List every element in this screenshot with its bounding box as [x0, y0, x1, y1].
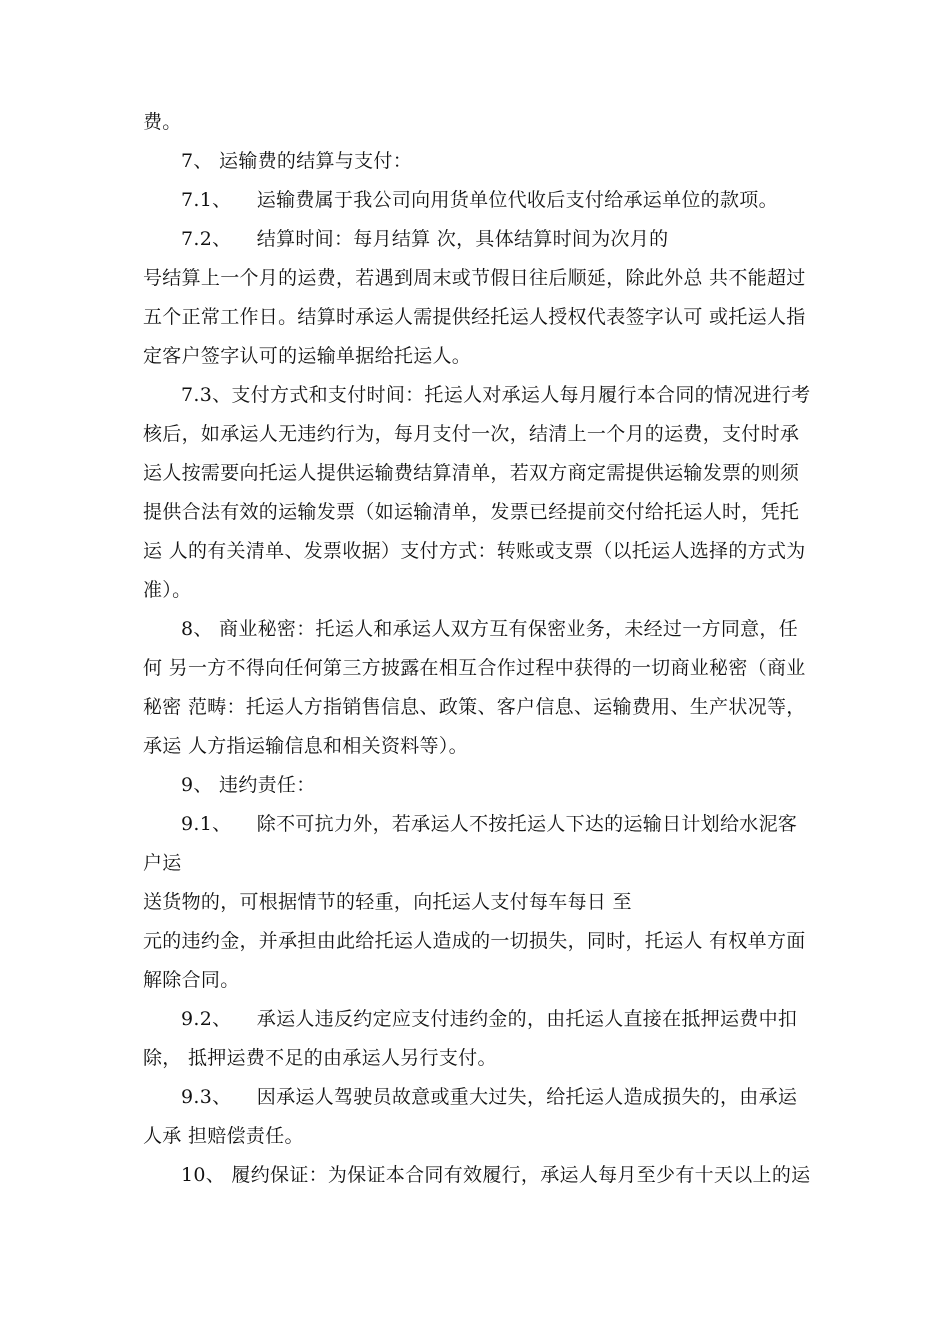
clause-line: 9.2、 承运人违反约定应支付违约金的，由托运人直接在抵押运费中扣	[181, 1008, 798, 1030]
text-line: 运人按需要向托运人提供运输费结算清单，若双方商定需提供运输发票的则须	[143, 462, 800, 484]
section-heading: 10、 履约保证：为保证本合同有效履行，承运人每月至少有十天以上的运	[181, 1164, 811, 1186]
text-line: 解除合同。	[143, 969, 240, 991]
text-line: 运 人的有关清单、发票收据）支付方式：转账或支票（以托运人选择的方式为	[143, 540, 806, 562]
clause-line: 9.3、 因承运人驾驶员故意或重大过失，给托运人造成损失的，由承运	[181, 1086, 798, 1108]
text-line: 定客户签字认可的运输单据给托运人。	[143, 345, 472, 367]
section-heading: 9、 违约责任：	[181, 774, 316, 796]
text-line: 人承 担赔偿责任。	[143, 1125, 304, 1147]
clause-line: 7.2、 结算时间：每月结算 次，具体结算时间为次月的	[181, 228, 669, 250]
text-line: 费。	[143, 111, 182, 133]
text-line: 提供合法有效的运输发票（如运输清单，发票已经提前交付给托运人时，凭托	[143, 501, 800, 523]
text-line: 除， 抵押运费不足的由承运人另行支付。	[143, 1047, 497, 1069]
clause-line: 7.3、支付方式和支付时间：托运人对承运人每月履行本合同的情况进行考	[181, 384, 811, 406]
text-line: 准）。	[143, 579, 192, 601]
clause-line: 9.1、 除不可抗力外，若承运人不按托运人下达的运输日计划给水泥客	[181, 813, 798, 835]
text-line: 户运	[143, 852, 182, 874]
text-line: 送货物的，可根据情节的轻重，向托运人支付每车每日 至	[143, 891, 632, 913]
text-line: 核后，如承运人无违约行为，每月支付一次，结清上一个月的运费，支付时承	[143, 423, 800, 445]
section-heading: 7、 运输费的结算与支付：	[181, 150, 413, 172]
text-line: 元的违约金，并承担由此给托运人造成的一切损失，同时，托运人 有权单方面	[143, 930, 806, 952]
clause-line: 7.1、 运输费属于我公司向用货单位代收后支付给承运单位的款项。	[181, 189, 778, 211]
text-line: 五个正常工作日。结算时承运人需提供经托运人授权代表签字认可 或托运人指	[143, 306, 806, 328]
text-line: 秘密 范畴：托运人方指销售信息、政策、客户信息、运输费用、生产状况等，	[143, 696, 806, 718]
text-line: 号结算上一个月的运费，若遇到周末或节假日往后顺延，除此外总 共不能超过	[143, 267, 806, 289]
text-line: 承运 人方指运输信息和相关资料等）。	[143, 735, 468, 757]
text-line: 何 另一方不得向任何第三方披露在相互合作过程中获得的一切商业秘密（商业	[143, 657, 806, 679]
section-heading: 8、 商业秘密：托运人和承运人双方互有保密业务，未经过一方同意，任	[181, 618, 799, 640]
